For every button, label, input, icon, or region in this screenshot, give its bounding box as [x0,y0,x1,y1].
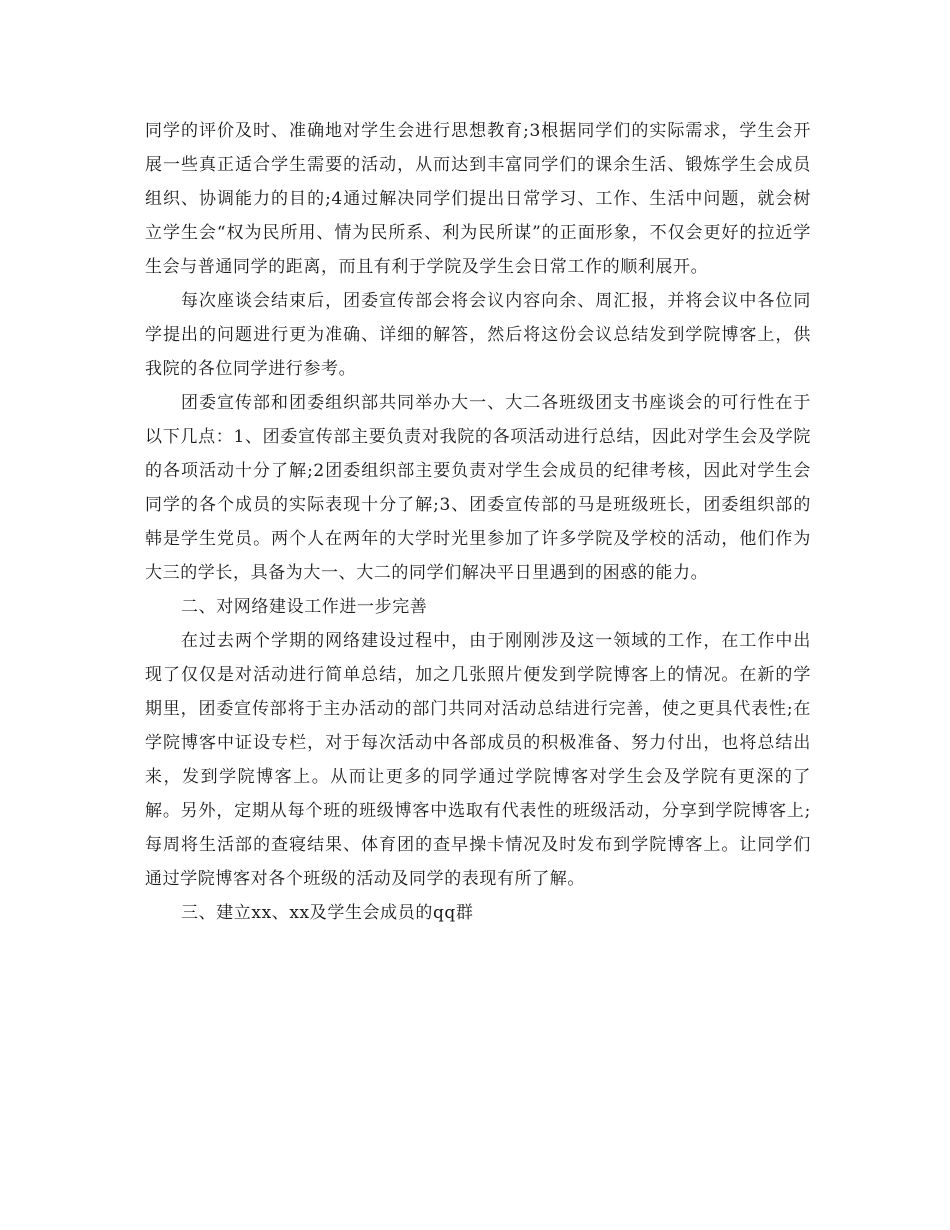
paragraph-4: 在过去两个学期的网络建设过程中，由于刚刚涉及这一领域的工作，在工作中出现了仅仅是对活动进行简单总结，加之几张照片便发到学院博客上的情况。在新的学期里，团委宣传部将于主办活动的部门共同对活动总结进行完善，使之更具代表性;在学院博客中证设专栏，对于每次活动中各部成员的积极准备、努力付出，也将总结出来，发到学院博客上。从而让更多的同学通过学院博客对学生会及学院有更深的了解。另外，定期从每个班的班级博客中选取有代表性的班级活动，分享到学院博客上;每周将生活部的查寝结果、体育团的查早操卡情况及时发布到学院博客上。让同学们通过学院博客对各个班级的活动及同学的表现有所了解。 [145,631,811,889]
document-body [145,114,811,930]
section-heading-3: 三、建立xx、xx及学生会成员的qq群 [181,903,474,923]
paragraph-2: 每次座谈会结束后，团委宣传部会将会议内容向余、周汇报，并将会议中各位同学提出的问题进行更为准确、详细的解答，然后将这份会议总结发到学院博客上，供我院的各位同学进行参考。 [145,291,811,379]
section-heading-2: 二、对网络建设工作进一步完善 [181,597,428,617]
paragraph-3: 团委宣传部和团委组织部共同举办大一、大二各班级团支书座谈会的可行性在于以下几点：1、团委宣传部主要负责对我院的各项活动进行总结，因此对学生会及学院的各项活动十分了解;2团委组织部主要负责对学生会成员的纪律考核，因此对学生会同学的各个成员的实际表现十分了解;3、团委宣传部的马是班级班长，团委组织部的韩是学生党员。两个人在两年的大学时光里参加了许多学院及学校的活动，他们作为大三的学长，具备为大一、大二的同学们解决平日里遇到的困惑的能力。 [145,393,811,583]
paragraph-1: 同学的评价及时、准确地对学生会进行思想教育;3根据同学们的实际需求，学生会开展一些真正适合学生需要的活动，从而达到丰富同学们的课余生活、锻炼学生会成员组织、协调能力的目的;4通过解决同学们提出日常学习、工作、生活中问题，就会树立学生会“权为民所用、情为民所系、利为民所谋”的正面形象，不仅会更好的拉近学生会与普通同学的距离，而且有利于学院及学生会日常工作的顺利展开。 [145,121,811,277]
